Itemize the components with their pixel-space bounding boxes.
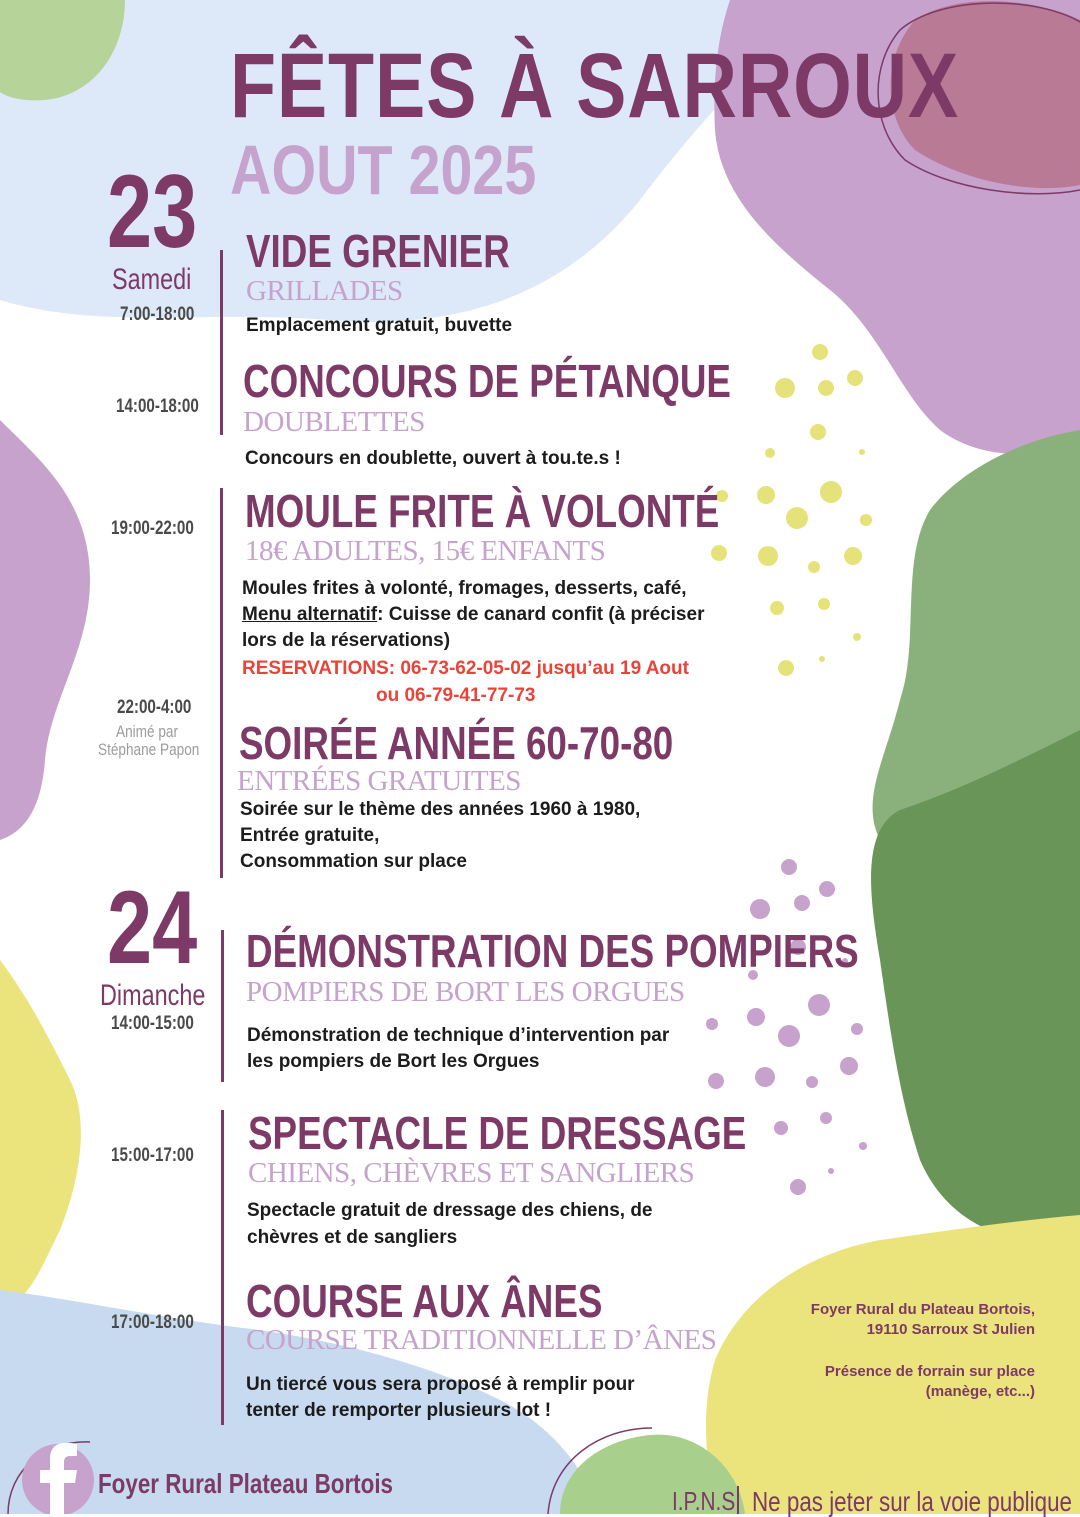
day-name: Dimanche — [100, 979, 206, 1012]
menu-alternatif-text: : Cuisse de canard confit (à préciser — [377, 604, 705, 625]
event-description: Démonstration de technique d’intervention par — [247, 1025, 670, 1046]
event-time: 17:00-18:00 — [111, 1312, 194, 1333]
dot — [818, 380, 834, 396]
timeline-line — [220, 250, 223, 435]
event-title: COURSE AUX ÂNES — [246, 1275, 603, 1327]
dot — [851, 1023, 863, 1035]
event-subtitle: COURSE TRADITIONNELLE D’ÂNES — [246, 1324, 717, 1356]
ipns-label: I.P.N.S — [672, 1486, 736, 1516]
dot — [765, 448, 775, 458]
event-time: 14:00-15:00 — [111, 1013, 194, 1034]
organizer-address: 19110 Sarroux St Julien — [866, 1321, 1035, 1338]
event-animator: Animé par — [116, 722, 178, 741]
page-title: FÊTES À SARROUX — [230, 35, 960, 137]
dot — [859, 449, 865, 455]
event-description: les pompiers de Bort les Orgues — [247, 1051, 540, 1072]
dot — [853, 633, 861, 641]
event-time: 22:00-4:00 — [117, 697, 192, 718]
event-description: Moules frites à volonté, fromages, desserts, café, — [242, 578, 687, 599]
dot — [747, 1008, 765, 1026]
dot — [806, 1076, 818, 1088]
reservation-info: RESERVATIONS: 06-73-62-05-02 jusqu’au 19 Aout — [242, 658, 689, 679]
event-time: 7:00-18:00 — [120, 304, 195, 325]
yellow-dots — [711, 344, 872, 676]
event-menu-line — [242, 602, 704, 628]
dot — [750, 899, 770, 919]
fair-note-line1: Présence de forrain sur place — [824, 1363, 1035, 1380]
dot — [794, 895, 810, 911]
menu-alternatif-label: Menu alternatif — [242, 604, 378, 625]
organizer-name: Foyer Rural du Plateau Bortois, — [810, 1301, 1035, 1318]
event-description: lors de la réservations) — [242, 630, 451, 651]
dot — [810, 424, 826, 440]
event-subtitle: GRILLADES — [246, 275, 403, 307]
do-not-litter-notice: Ne pas jeter sur la voie publique — [752, 1486, 1073, 1517]
event-title: MOULE FRITE À VOLONTÉ — [245, 485, 720, 537]
timeline-line — [220, 488, 223, 878]
dot — [755, 1067, 775, 1087]
day-number: 24 — [107, 870, 198, 986]
event-time: 15:00-17:00 — [111, 1145, 194, 1166]
event-description: Consommation sur place — [240, 851, 467, 872]
dot — [778, 660, 794, 676]
dot — [818, 598, 830, 610]
event-subtitle: ENTRÉES GRATUITES — [237, 765, 521, 797]
dot — [819, 881, 835, 897]
event-title: SOIRÉE ANNÉE 60-70-80 — [239, 717, 674, 769]
page-subtitle: AOUT 2025 — [230, 131, 537, 209]
dot — [781, 859, 797, 875]
dot — [820, 481, 842, 503]
event-time: 14:00-18:00 — [116, 396, 199, 417]
event-description: Soirée sur le thème des années 1960 à 1980, — [240, 799, 641, 820]
dot — [770, 601, 784, 615]
timeline-line — [221, 1110, 224, 1425]
blob-yellow-left — [0, 960, 81, 1310]
fair-note — [825, 1362, 1035, 1402]
dot — [757, 486, 775, 504]
dot — [812, 344, 828, 360]
facebook-page-name[interactable]: Foyer Rural Plateau Bortois — [98, 1468, 394, 1499]
event-description: Concours en doublette, ouvert à tou.te.s ! — [245, 448, 621, 469]
dot — [774, 1121, 788, 1135]
event-description: Emplacement gratuit, buvette — [246, 315, 513, 336]
footer-divider — [737, 1486, 739, 1514]
dot — [828, 1168, 834, 1174]
dot — [808, 561, 820, 573]
dot — [840, 1057, 858, 1075]
dot — [778, 1025, 800, 1047]
reservation-phone-2: ou 06-79-41-77-73 — [376, 685, 536, 706]
blob-lilac-left — [0, 420, 90, 840]
fair-note-line2: (manège, etc...) — [925, 1383, 1035, 1400]
dot — [860, 514, 872, 526]
dot — [775, 378, 795, 398]
dot — [708, 1073, 724, 1089]
dot — [808, 994, 830, 1016]
event-title: DÉMONSTRATION DES POMPIERS — [246, 925, 859, 977]
event-animator-name: Stéphane Papon — [98, 740, 200, 759]
dot — [844, 547, 862, 565]
event-title: VIDE GRENIER — [246, 225, 510, 277]
dot — [758, 546, 778, 566]
event-description: chèvres et de sangliers — [247, 1227, 458, 1248]
dot — [819, 656, 825, 662]
dot — [711, 545, 727, 561]
day-name: Samedi — [112, 263, 192, 296]
event-title: SPECTACLE DE DRESSAGE — [248, 1107, 747, 1159]
dot — [790, 1179, 806, 1195]
organizer-info — [811, 1300, 1035, 1340]
dot — [786, 507, 808, 529]
timeline-line — [221, 930, 224, 1082]
event-subtitle: 18€ ADULTES, 15€ ENFANTS — [245, 535, 606, 567]
event-description: Entrée gratuite, — [240, 825, 380, 846]
day-number: 23 — [107, 154, 198, 270]
dot — [706, 1018, 718, 1030]
dot — [847, 370, 863, 386]
event-subtitle: CHIENS, CHÈVRES ET SANGLIERS — [248, 1157, 695, 1189]
event-description: Spectacle gratuit de dressage des chiens, de — [247, 1200, 653, 1221]
dot — [820, 1112, 832, 1124]
event-title: CONCOURS DE PÉTANQUE — [243, 355, 731, 407]
event-description: Un tiercé vous sera proposé à remplir pour — [246, 1374, 635, 1395]
event-time: 19:00-22:00 — [111, 518, 194, 539]
dot — [859, 1142, 867, 1150]
event-subtitle: POMPIERS DE BORT LES ORGUES — [246, 976, 685, 1008]
event-description: tenter de remporter plusieurs lot ! — [246, 1400, 552, 1421]
event-subtitle: DOUBLETTES — [243, 406, 425, 438]
